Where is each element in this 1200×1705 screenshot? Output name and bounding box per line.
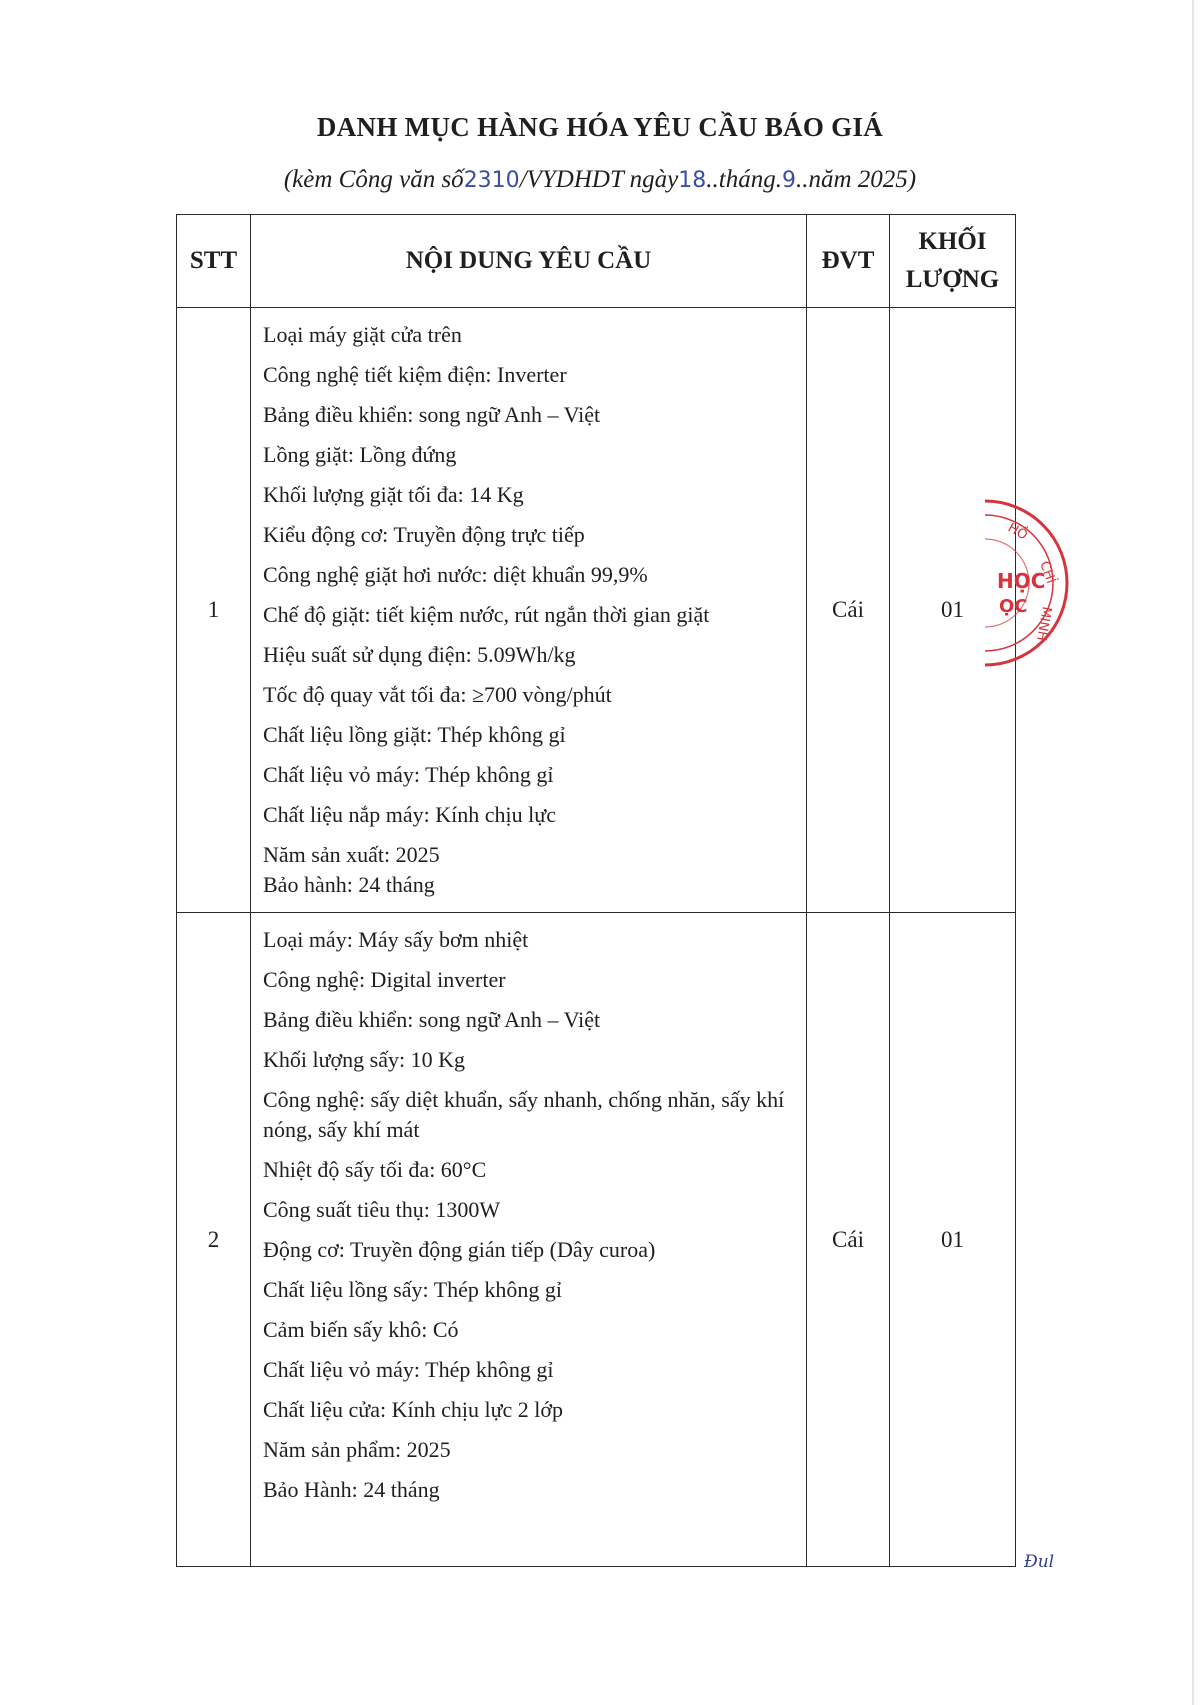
- spec-line: Khối lượng giặt tối đa: 14 Kg: [263, 482, 524, 507]
- subtitle-prefix: (kèm Công văn số: [283, 166, 464, 193]
- table-row: [177, 913, 1016, 1567]
- scan-edge: [1192, 0, 1194, 1705]
- row-number: 1: [177, 308, 251, 913]
- spec-line: Chất liệu lồng giặt: Thép không gỉ: [263, 722, 566, 747]
- spec-line: Công suất tiêu thụ: 1300W: [263, 1197, 501, 1222]
- spec-line: Năm sản phẩm: 2025: [263, 1437, 451, 1462]
- row-quantity: 01: [890, 308, 1016, 913]
- spec-line: Khối lượng sấy: 10 Kg: [263, 1047, 465, 1072]
- spec-line: Kiểu động cơ: Truyền động trực tiếp: [263, 522, 585, 547]
- spec-line: Chất liệu nắp máy: Kính chịu lực: [263, 802, 556, 827]
- spec-line: Công nghệ: sấy diệt khuẩn, sấy nhanh, chống nhăn, sấy khí nóng, sấy khí mát: [263, 1087, 785, 1142]
- handwritten-initials: Đul: [1024, 1552, 1055, 1572]
- spec-line: Hiệu suất sử dụng điện: 5.09Wh/kg: [263, 642, 576, 667]
- spec-line: Chất liệu vỏ máy: Thép không gỉ: [263, 762, 554, 787]
- spec-line: Năm sản xuất: 2025: [263, 842, 440, 867]
- spec-line: Công nghệ giặt hơi nước: diệt khuẩn 99,9%: [263, 562, 648, 587]
- column-header-stt: STT: [177, 215, 251, 308]
- column-header-content: NỘI DUNG YÊU CẦU: [251, 215, 807, 308]
- row-unit: Cái: [807, 308, 890, 913]
- spec-line: Nhiệt độ sấy tối đa: 60°C: [263, 1157, 487, 1182]
- column-header-quantity-text: KHỐI LƯỢNG: [905, 228, 1000, 293]
- column-header-unit: ĐVT: [807, 215, 890, 308]
- table-header-row: [177, 215, 1016, 308]
- subtitle-mid-2: ..tháng.: [706, 166, 782, 193]
- row-quantity: 01: [890, 913, 1016, 1567]
- handwritten-month: 9: [781, 168, 796, 193]
- subtitle-mid-1: /VYDHDT ngày: [519, 166, 679, 193]
- spec-line: Bảng điều khiển: song ngữ Anh – Việt: [263, 1007, 601, 1032]
- spec-line: Chất liệu vỏ máy: Thép không gỉ: [263, 1357, 554, 1382]
- goods-table: [176, 214, 1016, 1567]
- svg-text:ỌC: ỌC: [999, 596, 1028, 617]
- row-number: 2: [177, 913, 251, 1567]
- handwritten-day: 18: [678, 168, 707, 193]
- table-row: [177, 308, 1016, 913]
- spec-line: Công nghệ tiết kiệm điện: Inverter: [263, 362, 567, 387]
- document-subtitle: [0, 166, 1200, 194]
- spec-line: Lồng giặt: Lồng đứng: [263, 442, 457, 467]
- spec-line: Bảo Hành: 24 tháng: [263, 1477, 440, 1502]
- spec-line: Loại máy: Máy sấy bơm nhiệt: [263, 927, 529, 952]
- spec-line: Bảng điều khiển: song ngữ Anh – Việt: [263, 402, 601, 427]
- spec-line: Bảo hành: 24 tháng: [263, 872, 435, 897]
- seal-graphic: [985, 488, 1075, 678]
- spec-line: Chất liệu cửa: Kính chịu lực 2 lớp: [263, 1397, 564, 1422]
- document-title: DANH MỤC HÀNG HÓA YÊU CẦU BÁO GIÁ: [316, 112, 884, 142]
- spec-line: Tốc độ quay vắt tối đa: ≥700 vòng/phút: [263, 682, 612, 707]
- spec-line: Công nghệ: Digital inverter: [263, 967, 506, 992]
- subtitle-suffix: ..năm 2025): [795, 166, 917, 193]
- spec-line: Chất liệu lồng sấy: Thép không gỉ: [263, 1277, 563, 1302]
- svg-text:MINH: MINH: [1033, 605, 1054, 642]
- row-specs: [251, 913, 807, 1567]
- svg-text:HỒ: HỒ: [1005, 520, 1030, 544]
- spec-line: Chế độ giặt: tiết kiệm nước, rút ngắn thời gian giặt: [263, 602, 710, 627]
- spec-line: Loại máy giặt cửa trên: [263, 322, 462, 347]
- row-specs: [251, 308, 807, 913]
- official-seal: [985, 488, 1075, 678]
- svg-text:CHÍ: CHÍ: [1036, 559, 1059, 586]
- spec-line: Động cơ: Truyền động gián tiếp (Dây curoa): [263, 1237, 656, 1262]
- svg-text:HỌC: HỌC: [997, 569, 1046, 593]
- spec-line: Cảm biến sấy khô: Có: [263, 1317, 459, 1342]
- row-unit: Cái: [807, 913, 890, 1567]
- column-header-quantity: [890, 215, 1016, 308]
- handwritten-doc-number: 2310: [463, 168, 520, 193]
